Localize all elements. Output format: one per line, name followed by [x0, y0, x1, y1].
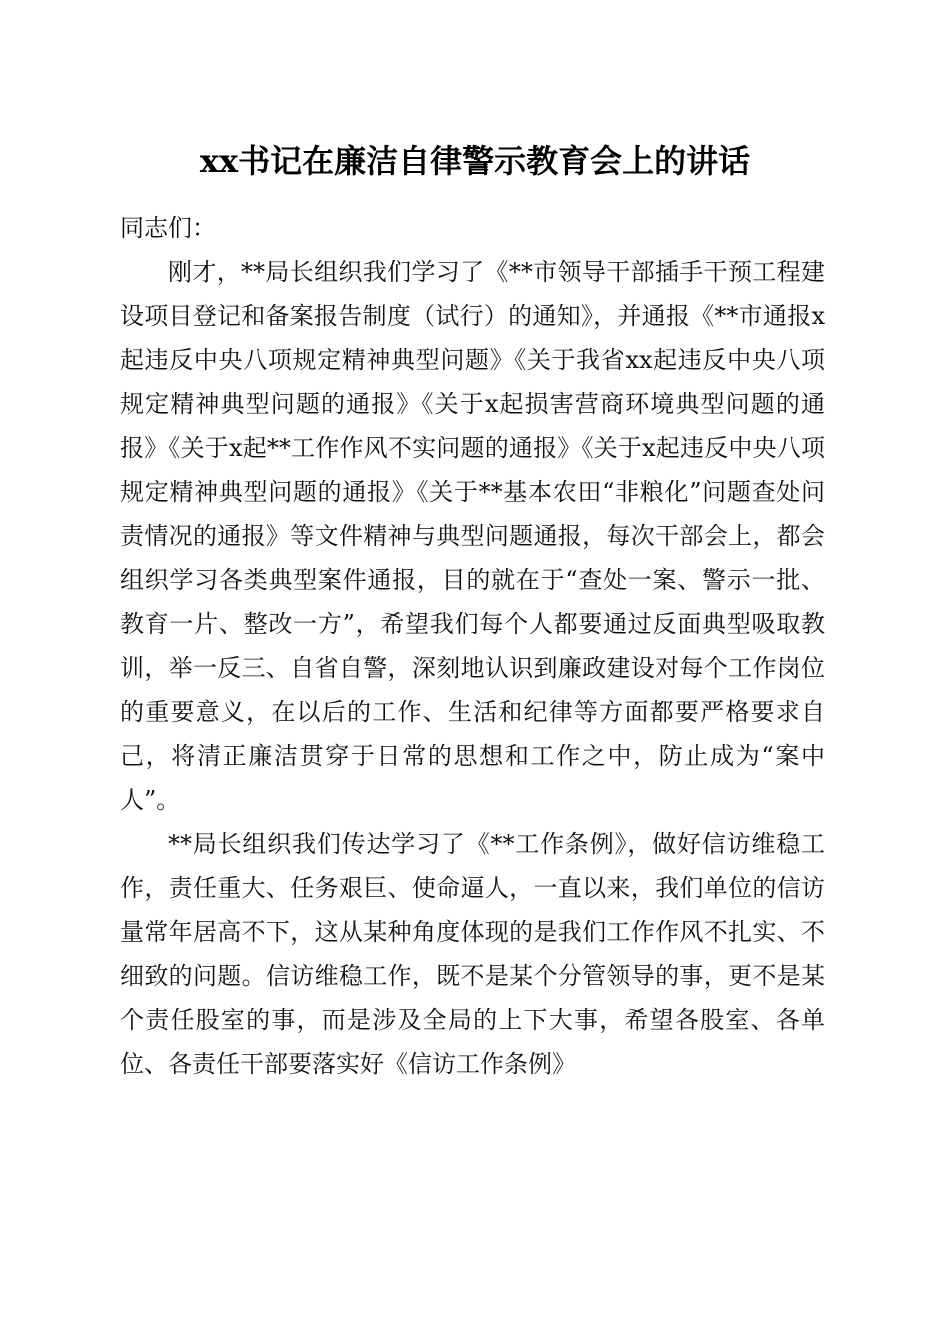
- document-body: [120, 206, 825, 1086]
- salutation: 同志们：: [120, 214, 216, 242]
- paragraph-2: **局长组织我们传达学习了《**工作条例》，做好信访维稳工作，责任重大、任务艰巨、使命逼人，一直以来，我们单位的信访量常年居高不下，这从某种角度体现的是我们工作作风不扎实、不细致的问题。信访维稳工作，既不是某个分管领导的事，更不是某个责任股室的事，而是涉及全局的上下大事，希望各股室、各单位、各责任干部要落实好《信访工作条例》: [120, 830, 825, 1078]
- paragraph-1: 刚才，**局长组织我们学习了《**市领导干部插手干预工程建设项目登记和备案报告制度（试行）的通知》，并通报《**市通报x起违反中央八项规定精神典型问题》《关于我省xx起违反中央八项规定精神典型问题的通报》《关于x起损害营商环境典型问题的通报》《关于x起**工作作风不实问题的通报》《关于x起违反中央八项规定精神典型问题的通报》《关于**基本农田“非粮化”问题查处问责情况的通报》等文件精神与典型问题通报，每次干部会上，都会组织学习各类典型案件通报，目的就在于“查处一案、警示一批、教育一片、整改一方”，希望我们每个人都要通过反面典型吸取教训，举一反三、自省自警，深刻地认识到廉政建设对每个工作岗位的重要意义，在以后的工作、生活和纪律等方面都要严格要求自己，将清正廉洁贯穿于日常的思想和工作之中，防止成为“案中人”。: [120, 258, 825, 814]
- document-title: xx书记在廉洁自律警示教育会上的讲话: [199, 142, 751, 180]
